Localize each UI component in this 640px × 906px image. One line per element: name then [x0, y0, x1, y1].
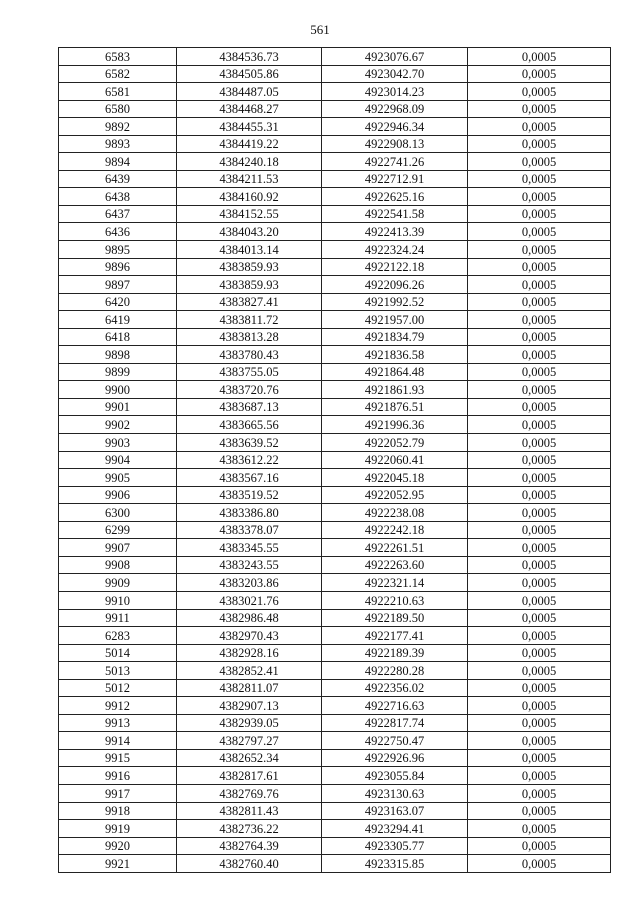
point-number-cell: 5012 — [59, 679, 177, 697]
page-number: 561 — [310, 22, 330, 37]
y-coordinate-cell: 4923055.84 — [322, 767, 468, 785]
point-number-cell: 6438 — [59, 188, 177, 206]
y-coordinate-cell: 4922177.41 — [322, 627, 468, 645]
value-cell: 0,0005 — [468, 837, 611, 855]
y-coordinate-cell: 4922261.51 — [322, 539, 468, 557]
x-coordinate-cell: 4382907.13 — [177, 697, 322, 715]
point-number-cell: 9904 — [59, 451, 177, 469]
x-coordinate-cell: 4383519.52 — [177, 486, 322, 504]
point-number-cell: 9908 — [59, 556, 177, 574]
value-cell: 0,0005 — [468, 469, 611, 487]
table-row — [59, 434, 611, 452]
y-coordinate-cell: 4922625.16 — [322, 188, 468, 206]
x-coordinate-cell: 4384455.31 — [177, 118, 322, 136]
value-cell: 0,0005 — [468, 802, 611, 820]
value-cell: 0,0005 — [468, 118, 611, 136]
table-row — [59, 609, 611, 627]
point-number-cell: 6437 — [59, 205, 177, 223]
y-coordinate-cell: 4923076.67 — [322, 48, 468, 66]
y-coordinate-cell: 4922263.60 — [322, 556, 468, 574]
point-number-cell: 9893 — [59, 135, 177, 153]
point-number-cell: 6420 — [59, 293, 177, 311]
table-row — [59, 170, 611, 188]
x-coordinate-cell: 4384013.14 — [177, 241, 322, 259]
table-row — [59, 293, 611, 311]
y-coordinate-cell: 4923014.23 — [322, 83, 468, 101]
point-number-cell: 9900 — [59, 381, 177, 399]
x-coordinate-cell: 4383780.43 — [177, 346, 322, 364]
point-number-cell: 9921 — [59, 855, 177, 873]
y-coordinate-cell: 4922045.18 — [322, 469, 468, 487]
y-coordinate-cell: 4922324.24 — [322, 241, 468, 259]
value-cell: 0,0005 — [468, 328, 611, 346]
x-coordinate-cell: 4384240.18 — [177, 153, 322, 171]
value-cell: 0,0005 — [468, 276, 611, 294]
point-number-cell: 9914 — [59, 732, 177, 750]
value-cell: 0,0005 — [468, 767, 611, 785]
x-coordinate-cell: 4383203.86 — [177, 574, 322, 592]
y-coordinate-cell: 4923130.63 — [322, 784, 468, 802]
x-coordinate-cell: 4382817.61 — [177, 767, 322, 785]
table-row — [59, 416, 611, 434]
table-row — [59, 820, 611, 838]
x-coordinate-cell: 4382970.43 — [177, 627, 322, 645]
table-row — [59, 469, 611, 487]
value-cell: 0,0005 — [468, 223, 611, 241]
y-coordinate-cell: 4922356.02 — [322, 679, 468, 697]
point-number-cell: 9910 — [59, 591, 177, 609]
table-row — [59, 714, 611, 732]
point-number-cell: 9899 — [59, 363, 177, 381]
value-cell: 0,0005 — [468, 65, 611, 83]
table-row — [59, 521, 611, 539]
x-coordinate-cell: 4382939.05 — [177, 714, 322, 732]
x-coordinate-cell: 4382736.22 — [177, 820, 322, 838]
y-coordinate-cell: 4922817.74 — [322, 714, 468, 732]
value-cell: 0,0005 — [468, 258, 611, 276]
table-row — [59, 697, 611, 715]
value-cell: 0,0005 — [468, 697, 611, 715]
x-coordinate-cell: 4382852.41 — [177, 662, 322, 680]
value-cell: 0,0005 — [468, 820, 611, 838]
point-number-cell: 9903 — [59, 434, 177, 452]
point-number-cell: 9915 — [59, 749, 177, 767]
table-row — [59, 627, 611, 645]
x-coordinate-cell: 4382928.16 — [177, 644, 322, 662]
y-coordinate-cell: 4922122.18 — [322, 258, 468, 276]
value-cell: 0,0005 — [468, 153, 611, 171]
point-number-cell: 6439 — [59, 170, 177, 188]
x-coordinate-cell: 4383378.07 — [177, 521, 322, 539]
x-coordinate-cell: 4384160.92 — [177, 188, 322, 206]
table-row — [59, 83, 611, 101]
x-coordinate-cell: 4384419.22 — [177, 135, 322, 153]
y-coordinate-cell: 4921836.58 — [322, 346, 468, 364]
table-row — [59, 662, 611, 680]
y-coordinate-cell: 4922189.39 — [322, 644, 468, 662]
value-cell: 0,0005 — [468, 556, 611, 574]
point-number-cell: 9909 — [59, 574, 177, 592]
y-coordinate-cell: 4922716.63 — [322, 697, 468, 715]
x-coordinate-cell: 4384043.20 — [177, 223, 322, 241]
x-coordinate-cell: 4383720.76 — [177, 381, 322, 399]
point-number-cell: 9898 — [59, 346, 177, 364]
y-coordinate-cell: 4922741.26 — [322, 153, 468, 171]
point-number-cell: 9907 — [59, 539, 177, 557]
x-coordinate-cell: 4382986.48 — [177, 609, 322, 627]
y-coordinate-cell: 4922908.13 — [322, 135, 468, 153]
table-row — [59, 135, 611, 153]
y-coordinate-cell: 4922926.96 — [322, 749, 468, 767]
point-number-cell: 9905 — [59, 469, 177, 487]
y-coordinate-cell: 4923163.07 — [322, 802, 468, 820]
point-number-cell: 9919 — [59, 820, 177, 838]
table-row — [59, 644, 611, 662]
value-cell: 0,0005 — [468, 609, 611, 627]
value-cell: 0,0005 — [468, 521, 611, 539]
x-coordinate-cell: 4383612.22 — [177, 451, 322, 469]
table-row — [59, 732, 611, 750]
y-coordinate-cell: 4921957.00 — [322, 311, 468, 329]
table-row — [59, 591, 611, 609]
point-number-cell: 9894 — [59, 153, 177, 171]
y-coordinate-cell: 4922052.95 — [322, 486, 468, 504]
value-cell: 0,0005 — [468, 591, 611, 609]
value-cell: 0,0005 — [468, 749, 611, 767]
value-cell: 0,0005 — [468, 434, 611, 452]
value-cell: 0,0005 — [468, 855, 611, 873]
table-row — [59, 311, 611, 329]
value-cell: 0,0005 — [468, 644, 611, 662]
x-coordinate-cell: 4382811.43 — [177, 802, 322, 820]
x-coordinate-cell: 4383386.80 — [177, 504, 322, 522]
point-number-cell: 9897 — [59, 276, 177, 294]
point-number-cell: 9902 — [59, 416, 177, 434]
value-cell: 0,0005 — [468, 205, 611, 223]
y-coordinate-cell: 4922750.47 — [322, 732, 468, 750]
x-coordinate-cell: 4384536.73 — [177, 48, 322, 66]
x-coordinate-cell: 4382760.40 — [177, 855, 322, 873]
table-row — [59, 363, 611, 381]
y-coordinate-cell: 4922060.41 — [322, 451, 468, 469]
point-number-cell: 6582 — [59, 65, 177, 83]
point-number-cell: 9912 — [59, 697, 177, 715]
y-coordinate-cell: 4923305.77 — [322, 837, 468, 855]
y-coordinate-cell: 4921996.36 — [322, 416, 468, 434]
table-row — [59, 784, 611, 802]
value-cell: 0,0005 — [468, 83, 611, 101]
point-number-cell: 9901 — [59, 398, 177, 416]
point-number-cell: 9896 — [59, 258, 177, 276]
table-row — [59, 574, 611, 592]
table-row — [59, 451, 611, 469]
value-cell: 0,0005 — [468, 363, 611, 381]
value-cell: 0,0005 — [468, 293, 611, 311]
point-number-cell: 6581 — [59, 83, 177, 101]
table-row — [59, 486, 611, 504]
point-number-cell: 5013 — [59, 662, 177, 680]
y-coordinate-cell: 4921834.79 — [322, 328, 468, 346]
table-row — [59, 556, 611, 574]
value-cell: 0,0005 — [468, 486, 611, 504]
table-row — [59, 749, 611, 767]
point-number-cell: 6436 — [59, 223, 177, 241]
x-coordinate-cell: 4383639.52 — [177, 434, 322, 452]
point-number-cell: 9895 — [59, 241, 177, 259]
value-cell: 0,0005 — [468, 188, 611, 206]
table-row — [59, 767, 611, 785]
point-number-cell: 6300 — [59, 504, 177, 522]
x-coordinate-cell: 4384487.05 — [177, 83, 322, 101]
x-coordinate-cell: 4384152.55 — [177, 205, 322, 223]
y-coordinate-cell: 4921876.51 — [322, 398, 468, 416]
table-row — [59, 855, 611, 873]
table-row — [59, 802, 611, 820]
y-coordinate-cell: 4922280.28 — [322, 662, 468, 680]
y-coordinate-cell: 4921861.93 — [322, 381, 468, 399]
value-cell: 0,0005 — [468, 416, 611, 434]
value-cell: 0,0005 — [468, 679, 611, 697]
table-row — [59, 188, 611, 206]
value-cell: 0,0005 — [468, 398, 611, 416]
point-number-cell: 9917 — [59, 784, 177, 802]
value-cell: 0,0005 — [468, 504, 611, 522]
value-cell: 0,0005 — [468, 574, 611, 592]
value-cell: 0,0005 — [468, 241, 611, 259]
y-coordinate-cell: 4922946.34 — [322, 118, 468, 136]
y-coordinate-cell: 4922238.08 — [322, 504, 468, 522]
x-coordinate-cell: 4383813.28 — [177, 328, 322, 346]
x-coordinate-cell: 4383859.93 — [177, 276, 322, 294]
value-cell: 0,0005 — [468, 48, 611, 66]
value-cell: 0,0005 — [468, 170, 611, 188]
value-cell: 0,0005 — [468, 732, 611, 750]
point-number-cell: 6580 — [59, 100, 177, 118]
y-coordinate-cell: 4921864.48 — [322, 363, 468, 381]
table-row — [59, 346, 611, 364]
table-body — [59, 48, 611, 873]
table-row — [59, 258, 611, 276]
x-coordinate-cell: 4383827.41 — [177, 293, 322, 311]
value-cell: 0,0005 — [468, 311, 611, 329]
y-coordinate-cell: 4923315.85 — [322, 855, 468, 873]
table-row — [59, 100, 611, 118]
point-number-cell: 5014 — [59, 644, 177, 662]
point-number-cell: 9920 — [59, 837, 177, 855]
y-coordinate-cell: 4923294.41 — [322, 820, 468, 838]
point-number-cell: 6419 — [59, 311, 177, 329]
x-coordinate-cell: 4383687.13 — [177, 398, 322, 416]
y-coordinate-cell: 4922712.91 — [322, 170, 468, 188]
x-coordinate-cell: 4382811.07 — [177, 679, 322, 697]
table-row — [59, 504, 611, 522]
value-cell: 0,0005 — [468, 381, 611, 399]
table-row — [59, 837, 611, 855]
table-row — [59, 276, 611, 294]
y-coordinate-cell: 4922541.58 — [322, 205, 468, 223]
y-coordinate-cell: 4922189.50 — [322, 609, 468, 627]
table-row — [59, 48, 611, 66]
point-number-cell: 6583 — [59, 48, 177, 66]
y-coordinate-cell: 4922210.63 — [322, 591, 468, 609]
value-cell: 0,0005 — [468, 451, 611, 469]
value-cell: 0,0005 — [468, 100, 611, 118]
y-coordinate-cell: 4922321.14 — [322, 574, 468, 592]
table-row — [59, 381, 611, 399]
y-coordinate-cell: 4921992.52 — [322, 293, 468, 311]
y-coordinate-cell: 4922052.79 — [322, 434, 468, 452]
table-row — [59, 398, 611, 416]
x-coordinate-cell: 4382769.76 — [177, 784, 322, 802]
x-coordinate-cell: 4383021.76 — [177, 591, 322, 609]
y-coordinate-cell: 4922096.26 — [322, 276, 468, 294]
y-coordinate-cell: 4922968.09 — [322, 100, 468, 118]
x-coordinate-cell: 4383243.55 — [177, 556, 322, 574]
x-coordinate-cell: 4382797.27 — [177, 732, 322, 750]
point-number-cell: 9892 — [59, 118, 177, 136]
value-cell: 0,0005 — [468, 784, 611, 802]
point-number-cell: 6283 — [59, 627, 177, 645]
table-row — [59, 223, 611, 241]
value-cell: 0,0005 — [468, 539, 611, 557]
table-row — [59, 65, 611, 83]
x-coordinate-cell: 4383567.16 — [177, 469, 322, 487]
table-row — [59, 205, 611, 223]
x-coordinate-cell: 4383859.93 — [177, 258, 322, 276]
point-number-cell: 6418 — [59, 328, 177, 346]
y-coordinate-cell: 4922242.18 — [322, 521, 468, 539]
table-row — [59, 539, 611, 557]
point-number-cell: 9913 — [59, 714, 177, 732]
table-row — [59, 241, 611, 259]
x-coordinate-cell: 4383755.05 — [177, 363, 322, 381]
value-cell: 0,0005 — [468, 627, 611, 645]
y-coordinate-cell: 4922413.39 — [322, 223, 468, 241]
coordinates-table — [58, 47, 611, 873]
x-coordinate-cell: 4383665.56 — [177, 416, 322, 434]
x-coordinate-cell: 4383345.55 — [177, 539, 322, 557]
point-number-cell: 9911 — [59, 609, 177, 627]
point-number-cell: 9918 — [59, 802, 177, 820]
y-coordinate-cell: 4923042.70 — [322, 65, 468, 83]
point-number-cell: 9916 — [59, 767, 177, 785]
x-coordinate-cell: 4382652.34 — [177, 749, 322, 767]
value-cell: 0,0005 — [468, 346, 611, 364]
value-cell: 0,0005 — [468, 714, 611, 732]
table-row — [59, 328, 611, 346]
table-row — [59, 679, 611, 697]
value-cell: 0,0005 — [468, 662, 611, 680]
x-coordinate-cell: 4384505.86 — [177, 65, 322, 83]
point-number-cell: 9906 — [59, 486, 177, 504]
table-row — [59, 118, 611, 136]
x-coordinate-cell: 4384468.27 — [177, 100, 322, 118]
x-coordinate-cell: 4383811.72 — [177, 311, 322, 329]
point-number-cell: 6299 — [59, 521, 177, 539]
value-cell: 0,0005 — [468, 135, 611, 153]
x-coordinate-cell: 4384211.53 — [177, 170, 322, 188]
table-row — [59, 153, 611, 171]
x-coordinate-cell: 4382764.39 — [177, 837, 322, 855]
